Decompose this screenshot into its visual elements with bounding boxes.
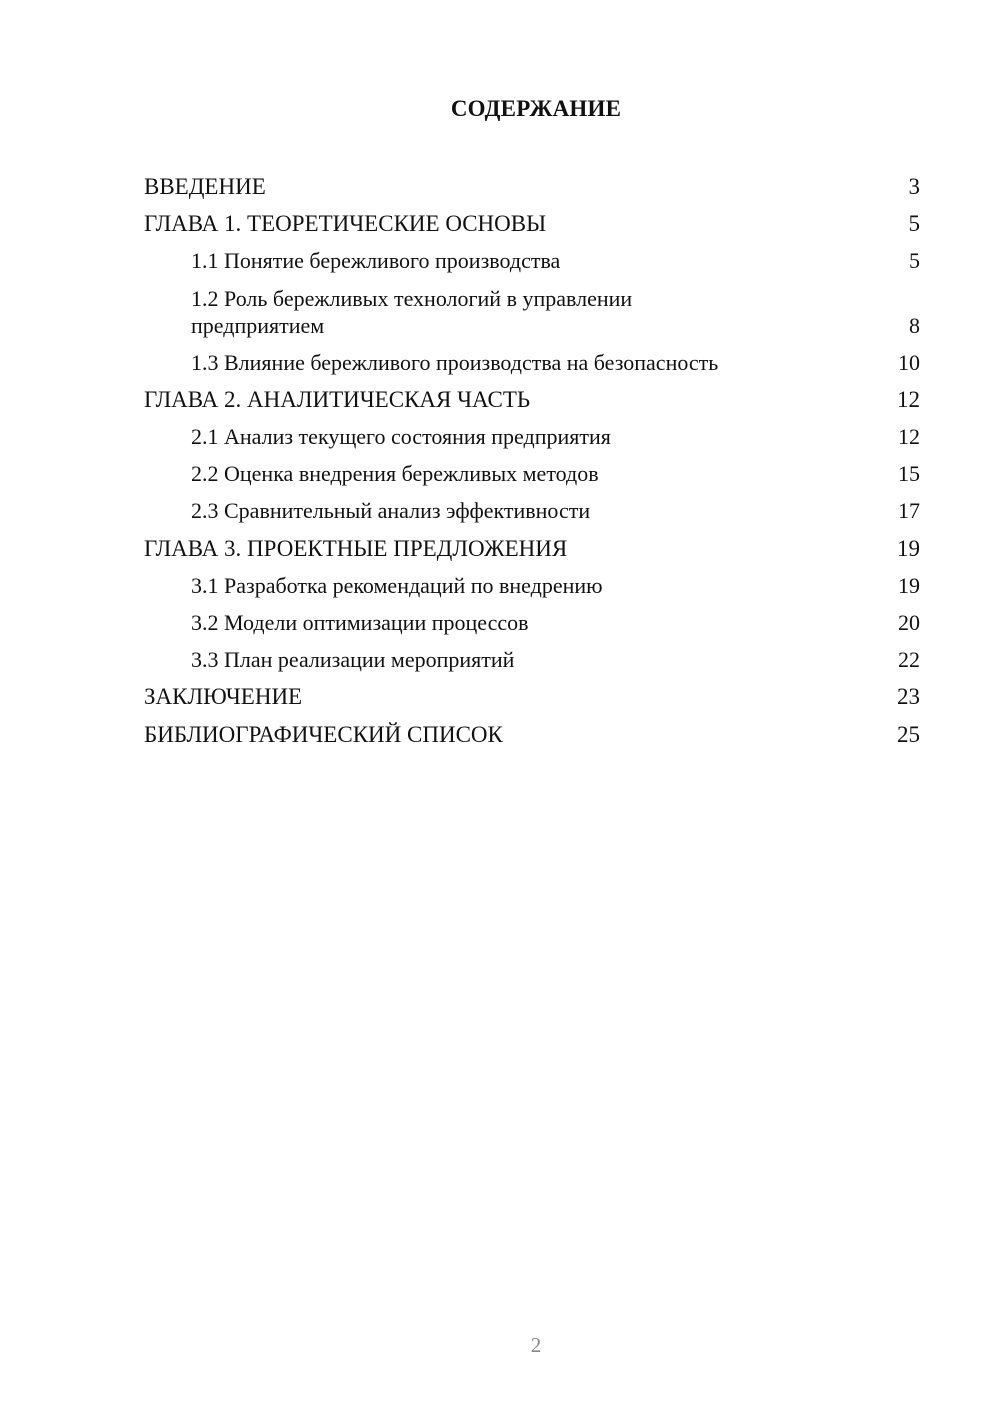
toc-entry-label: 2.3 Сравнительный анализ эффективности: [191, 498, 591, 524]
toc-entry-label: ГЛАВА 1. ТЕОРЕТИЧЕСКИЕ ОСНОВЫ: [144, 211, 547, 237]
toc-entry-chapter-2: [144, 381, 920, 418]
toc-entry-page: 5: [908, 211, 920, 237]
toc-entry-page: 12: [898, 424, 920, 450]
toc-entry-chapter-1: [144, 205, 920, 242]
toc-entry-section-1-3: [144, 344, 920, 381]
toc-entry-section-2-3: [144, 492, 920, 529]
toc-entry-label: 1.2 Роль бережливых технологий в управлении предприятием: [191, 285, 633, 338]
toc-entry-section-1-2: [144, 280, 920, 344]
toc-entry-section-3-1: [144, 567, 920, 604]
toc-entry-section-1-1: [144, 242, 920, 279]
toc-entry-label: 3.1 Разработка рекомендаций по внедрению: [191, 572, 603, 598]
toc-entry-section-3-2: [144, 604, 920, 641]
table-of-contents: [144, 168, 920, 753]
toc-entry-chapter-3: [144, 530, 920, 567]
toc-entry-label: 2.2 Оценка внедрения бережливых методов: [191, 461, 599, 487]
toc-entry-page: 20: [898, 610, 920, 636]
toc-entry-page: 19: [898, 572, 920, 598]
toc-entry-bibliography: [144, 716, 920, 753]
toc-entry-page: 17: [898, 498, 920, 524]
page-number: 2: [530, 1333, 542, 1357]
toc-entry-label: 3.2 Модели оптимизации процессов: [191, 610, 529, 636]
toc-heading: СОДЕРЖАНИЕ: [450, 96, 622, 121]
toc-entry-label: 1.3 Влияние бережливого производства на безопасность: [191, 349, 719, 375]
toc-entry-page: 19: [897, 535, 920, 561]
toc-entry-section-2-1: [144, 418, 920, 455]
toc-entry-page: 25: [897, 721, 920, 747]
toc-entry-label: 3.3 План реализации мероприятий: [191, 647, 515, 673]
toc-entry-page: 3: [908, 174, 920, 199]
toc-entry-section-3-3: [144, 641, 920, 678]
toc-entry-label: 1.1 Понятие бережливого производства: [191, 248, 561, 274]
toc-entry-page: 15: [898, 461, 920, 487]
toc-entry-page: 22: [898, 647, 920, 673]
toc-entry-label: ГЛАВА 3. ПРОЕКТНЫЕ ПРЕДЛОЖЕНИЯ: [144, 535, 568, 561]
toc-entry-page: 10: [898, 349, 920, 375]
toc-entry-label: ЗАКЛЮЧЕНИЕ: [144, 684, 303, 710]
toc-entry-page: 5: [909, 248, 920, 274]
toc-entry-label: 2.1 Анализ текущего состояния предприятия: [191, 424, 611, 450]
toc-entry-page: 8: [909, 312, 920, 338]
toc-entry-label: БИБЛИОГРАФИЧЕСКИЙ СПИСОК: [144, 721, 503, 747]
toc-entry-label: ГЛАВА 2. АНАЛИТИЧЕСКАЯ ЧАСТЬ: [144, 386, 531, 412]
toc-entry-label: ВВЕДЕНИЕ: [144, 174, 266, 199]
toc-entry-page: 12: [897, 386, 920, 412]
toc-entry-section-2-2: [144, 455, 920, 492]
toc-entry-conclusion: [144, 678, 920, 715]
toc-entry-introduction: [144, 168, 920, 205]
toc-entry-page: 23: [897, 684, 920, 710]
